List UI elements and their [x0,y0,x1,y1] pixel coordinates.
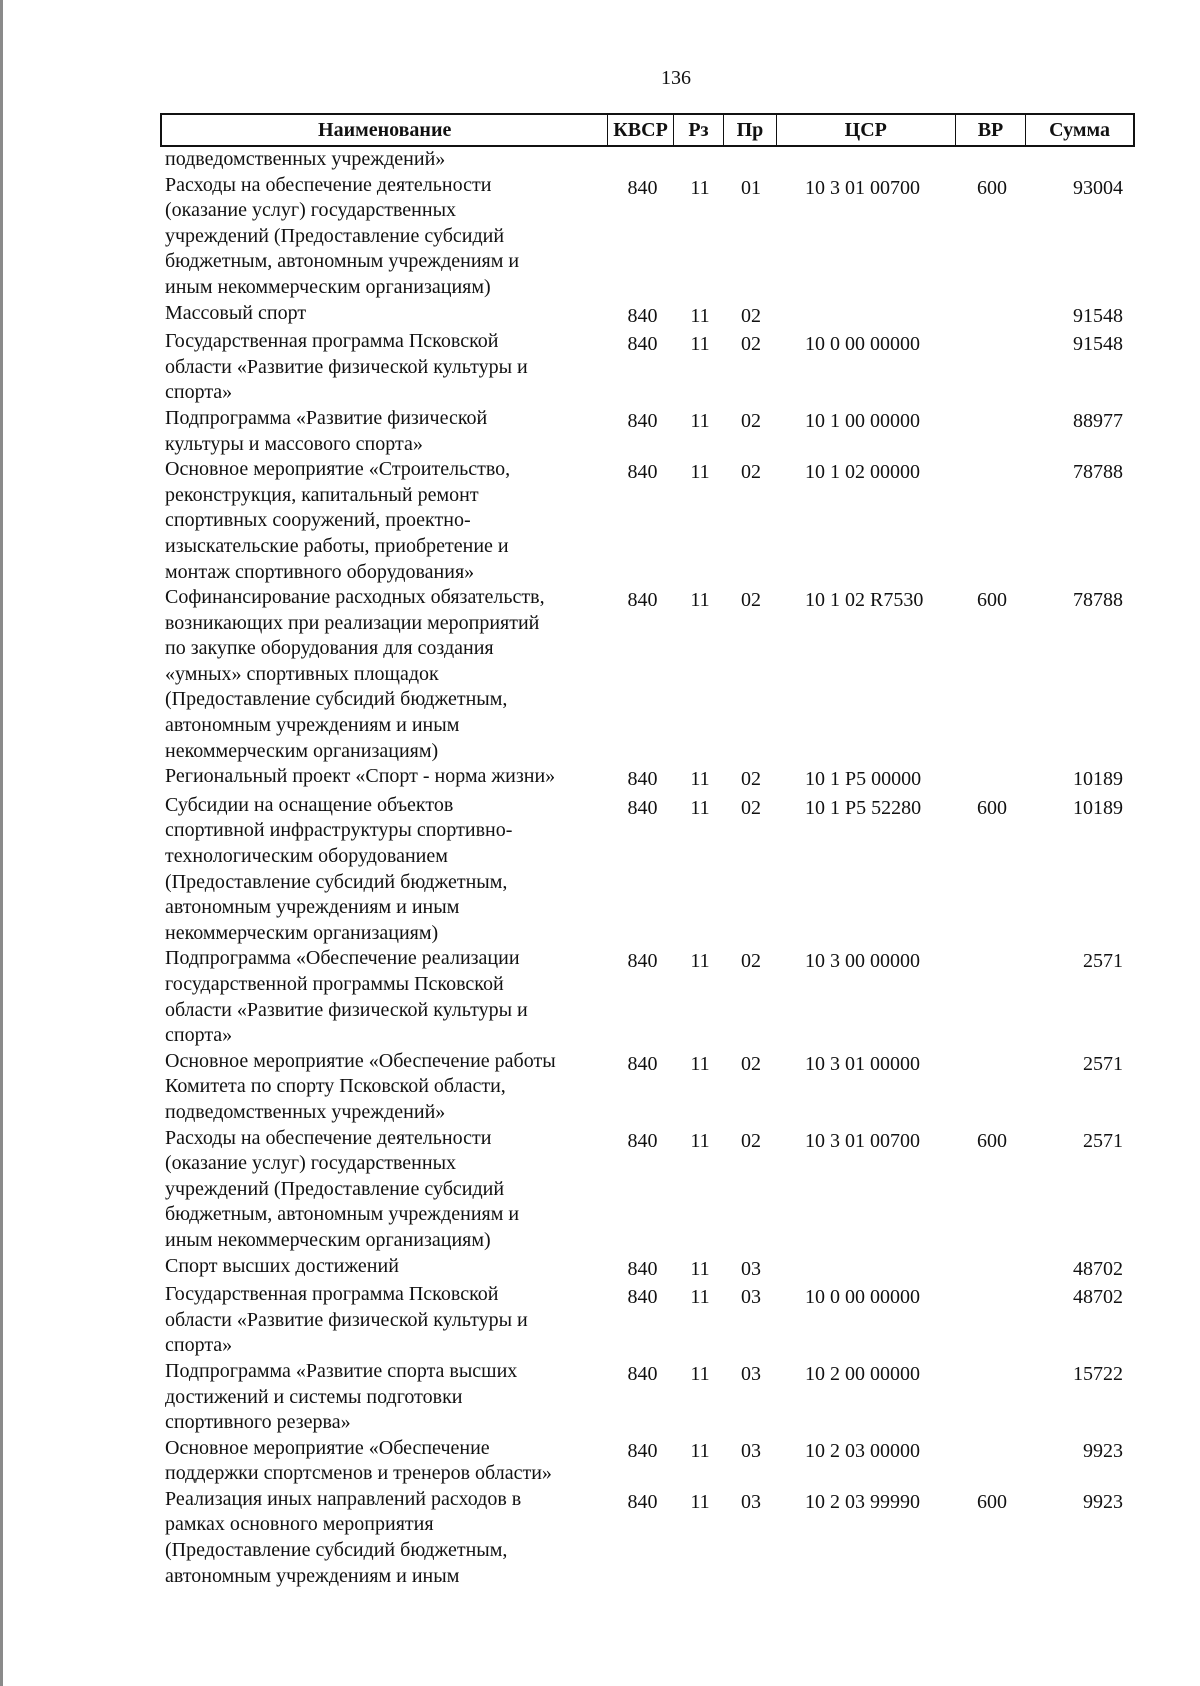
row-pr: 03 [741,1362,761,1385]
row-name: Расходы на обеспечение деятельности (оказание услуг) государственных учреждений (Предоставление субсидий бюджетным, автономным учреждениям и иным некоммерческим организациям) [165,173,520,298]
table-row [160,585,1135,764]
row-kvsr: 840 [627,1257,658,1280]
row-csr: 10 2 03 00000 [805,1439,920,1462]
row-csr [777,1254,957,1283]
row-csr: 10 3 00 00000 [805,950,920,973]
row-rz: 11 [690,1362,710,1385]
row-rz: 11 [690,950,710,973]
table-row [160,1436,1135,1487]
row-pr: 02 [741,589,761,612]
row-kvsr: 840 [627,461,658,484]
row-rz: 11 [690,304,710,327]
header-kvsr: КВСР [608,115,673,145]
row-sum: 2571 [1083,950,1123,973]
row-csr: 10 1 02 00000 [805,461,920,484]
row-csr: 10 2 00 00000 [805,1362,920,1385]
row-csr: 10 3 01 00700 [805,176,920,199]
row-rz [675,147,725,173]
row-sum: 10189 [1073,768,1123,791]
row-kvsr: 840 [627,1052,658,1075]
header-csr: ЦСР [777,115,956,145]
row-sum: 48702 [1073,1257,1123,1280]
row-rz: 11 [690,1286,710,1309]
table-row [160,1359,1135,1436]
header-sum: Сумма [1049,118,1110,141]
row-kvsr: 840 [627,1362,658,1385]
row-name: Государственная программа Псковской области «Развитие физической культуры и спорта» [165,330,528,404]
table-row [160,147,1135,173]
table-body [160,147,1135,1589]
row-vr [957,301,1027,330]
row-vr [957,764,1027,793]
row-kvsr: 840 [627,768,658,791]
table-row [160,793,1135,947]
row-rz: 11 [690,1052,710,1075]
row-name: Основное мероприятие «Обеспечение работы Комитета по спорту Псковской области, подведомственных учреждений» [165,1049,556,1123]
row-name: Расходы на обеспечение деятельности (оказание услуг) государственных учреждений (Предоставление субсидий бюджетным, автономным учреждениям и иным некоммерческим организациям) [165,1126,520,1251]
row-name: Субсидии на оснащение объектов спортивной инфраструктуры спортивно- технологическим оборудованием (Предоставление субсидий бюджетным, автономным учреждениям и иным некоммерческим организациям) [165,793,513,944]
row-pr: 03 [741,1257,761,1280]
table-row [160,764,1135,793]
row-pr: 02 [741,1052,761,1075]
row-vr: 600 [977,176,1007,199]
row-kvsr: 840 [627,409,658,432]
row-csr: 10 1 P5 00000 [805,768,922,791]
header-rz: Рз [674,115,724,145]
row-rz: 11 [690,461,710,484]
table-row [160,329,1135,406]
table-row [160,457,1135,585]
row-kvsr: 840 [627,176,658,199]
row-rz: 11 [690,1490,710,1513]
row-csr: 10 0 00 00000 [805,1286,920,1309]
row-vr [957,946,1027,1048]
row-rz: 11 [690,1439,710,1462]
row-csr: 10 1 02 R7530 [805,589,924,612]
row-name: Спорт высших достижений [165,1254,399,1277]
row-name: Основное мероприятие «Строительство, реконструкция, капитальный ремонт спортивных сооружений, проектно- изыскательские работы, приобретение и монтаж спортивного оборудования» [165,458,511,583]
row-kvsr: 840 [627,1439,658,1462]
row-name: Массовый спорт [165,301,307,324]
row-name: Подпрограмма «Развитие спорта высших достижений и системы подготовки спортивного резерва» [165,1359,518,1434]
row-rz: 11 [690,176,710,199]
table-row [160,173,1135,301]
table-row [160,406,1135,457]
row-kvsr [610,147,675,173]
row-name: Подпрограмма «Обеспечение реализации государственной программы Псковской области «Развитие физической культуры и спорта» [165,947,528,1047]
row-vr [957,457,1027,585]
row-csr: 10 3 01 00000 [805,1052,920,1075]
row-pr: 01 [741,176,761,199]
row-kvsr: 840 [627,796,658,819]
row-name: Подпрограмма «Развитие физической культуры и массового спорта» [165,406,488,455]
row-pr: 02 [741,950,761,973]
row-vr [957,1254,1027,1283]
row-csr: 10 1 P5 52280 [805,796,922,819]
row-vr: 600 [977,589,1007,612]
row-pr: 03 [741,1286,761,1309]
row-csr [777,301,957,330]
row-csr: 10 3 01 00700 [805,1129,920,1152]
row-sum: 9923 [1083,1439,1123,1462]
row-rz: 11 [690,1129,710,1152]
row-vr [957,1282,1027,1359]
row-vr: 600 [977,796,1007,819]
row-sum: 88977 [1073,409,1123,432]
row-pr: 02 [741,333,761,356]
table-row [160,1487,1135,1589]
row-rz: 11 [690,768,710,791]
table-row [160,1254,1135,1283]
row-pr: 02 [741,409,761,432]
row-sum: 78788 [1073,461,1123,484]
row-name: подведомственных учреждений» [165,148,446,170]
row-pr: 02 [741,1129,761,1152]
row-sum: 9923 [1083,1490,1123,1513]
row-vr [957,147,1027,173]
row-sum: 91548 [1073,333,1123,356]
row-sum: 2571 [1083,1052,1123,1075]
row-vr [957,406,1027,457]
row-sum: 91548 [1073,304,1123,327]
table-row [160,1282,1135,1359]
row-vr: 600 [977,1490,1007,1513]
row-pr: 02 [741,461,761,484]
table-header [160,113,1135,147]
table-row [160,1126,1135,1254]
row-sum: 10189 [1073,796,1123,819]
row-sum: 78788 [1073,589,1123,612]
table-row [160,301,1135,330]
row-pr: 03 [741,1439,761,1462]
row-kvsr: 840 [627,333,658,356]
row-csr: 10 2 03 99990 [805,1490,920,1513]
budget-table [160,113,1135,1589]
row-rz: 11 [690,796,710,819]
scan-edge [0,0,3,1686]
row-vr [957,1049,1027,1126]
row-pr: 03 [741,1490,761,1513]
row-kvsr: 840 [627,1286,658,1309]
row-pr: 02 [741,304,761,327]
table-row [160,1049,1135,1126]
row-rz: 11 [690,333,710,356]
header-name: Наименование [162,115,608,145]
row-vr [957,1436,1027,1487]
row-pr [725,147,777,173]
row-sum: 2571 [1083,1129,1123,1152]
row-rz: 11 [690,589,710,612]
row-kvsr: 840 [627,304,658,327]
row-kvsr: 840 [627,1129,658,1152]
row-csr: 10 0 00 00000 [805,333,920,356]
header-vr: ВР [956,115,1026,145]
row-name: Региональный проект «Спорт - норма жизни» [165,765,556,788]
row-rz: 11 [690,409,710,432]
row-csr [777,147,957,173]
row-vr [957,329,1027,406]
row-vr: 600 [977,1129,1007,1152]
header-pr: Пр [724,115,776,145]
row-pr: 02 [741,768,761,791]
row-sum: 15722 [1073,1362,1123,1385]
row-sum: 48702 [1073,1286,1123,1309]
row-kvsr: 840 [627,950,658,973]
row-name: Софинансирование расходных обязательств, возникающих при реализации мероприятий по закупке оборудования для создания «умных» спортивных площадок (Предоставление субсидий бюджетным, автономным учреждениям и иным некоммерческим организациям) [165,586,545,762]
row-vr [957,1359,1027,1436]
row-pr: 02 [741,796,761,819]
row-sum: 93004 [1073,176,1123,199]
row-kvsr: 840 [627,1490,658,1513]
row-name: Реализация иных направлений расходов в рамках основного мероприятия (Предоставление субсидий бюджетным, автономным учреждениям и иным [165,1487,522,1587]
page-number: 136 [661,67,691,89]
row-name: Основное мероприятие «Обеспечение поддержки спортсменов и тренеров области» [165,1436,552,1485]
row-name: Государственная программа Псковской области «Развитие физической культуры и спорта» [165,1283,528,1357]
row-csr: 10 1 00 00000 [805,409,920,432]
row-sum [1027,147,1135,173]
table-row [160,946,1135,1048]
row-rz: 11 [690,1257,710,1280]
row-kvsr: 840 [627,589,658,612]
